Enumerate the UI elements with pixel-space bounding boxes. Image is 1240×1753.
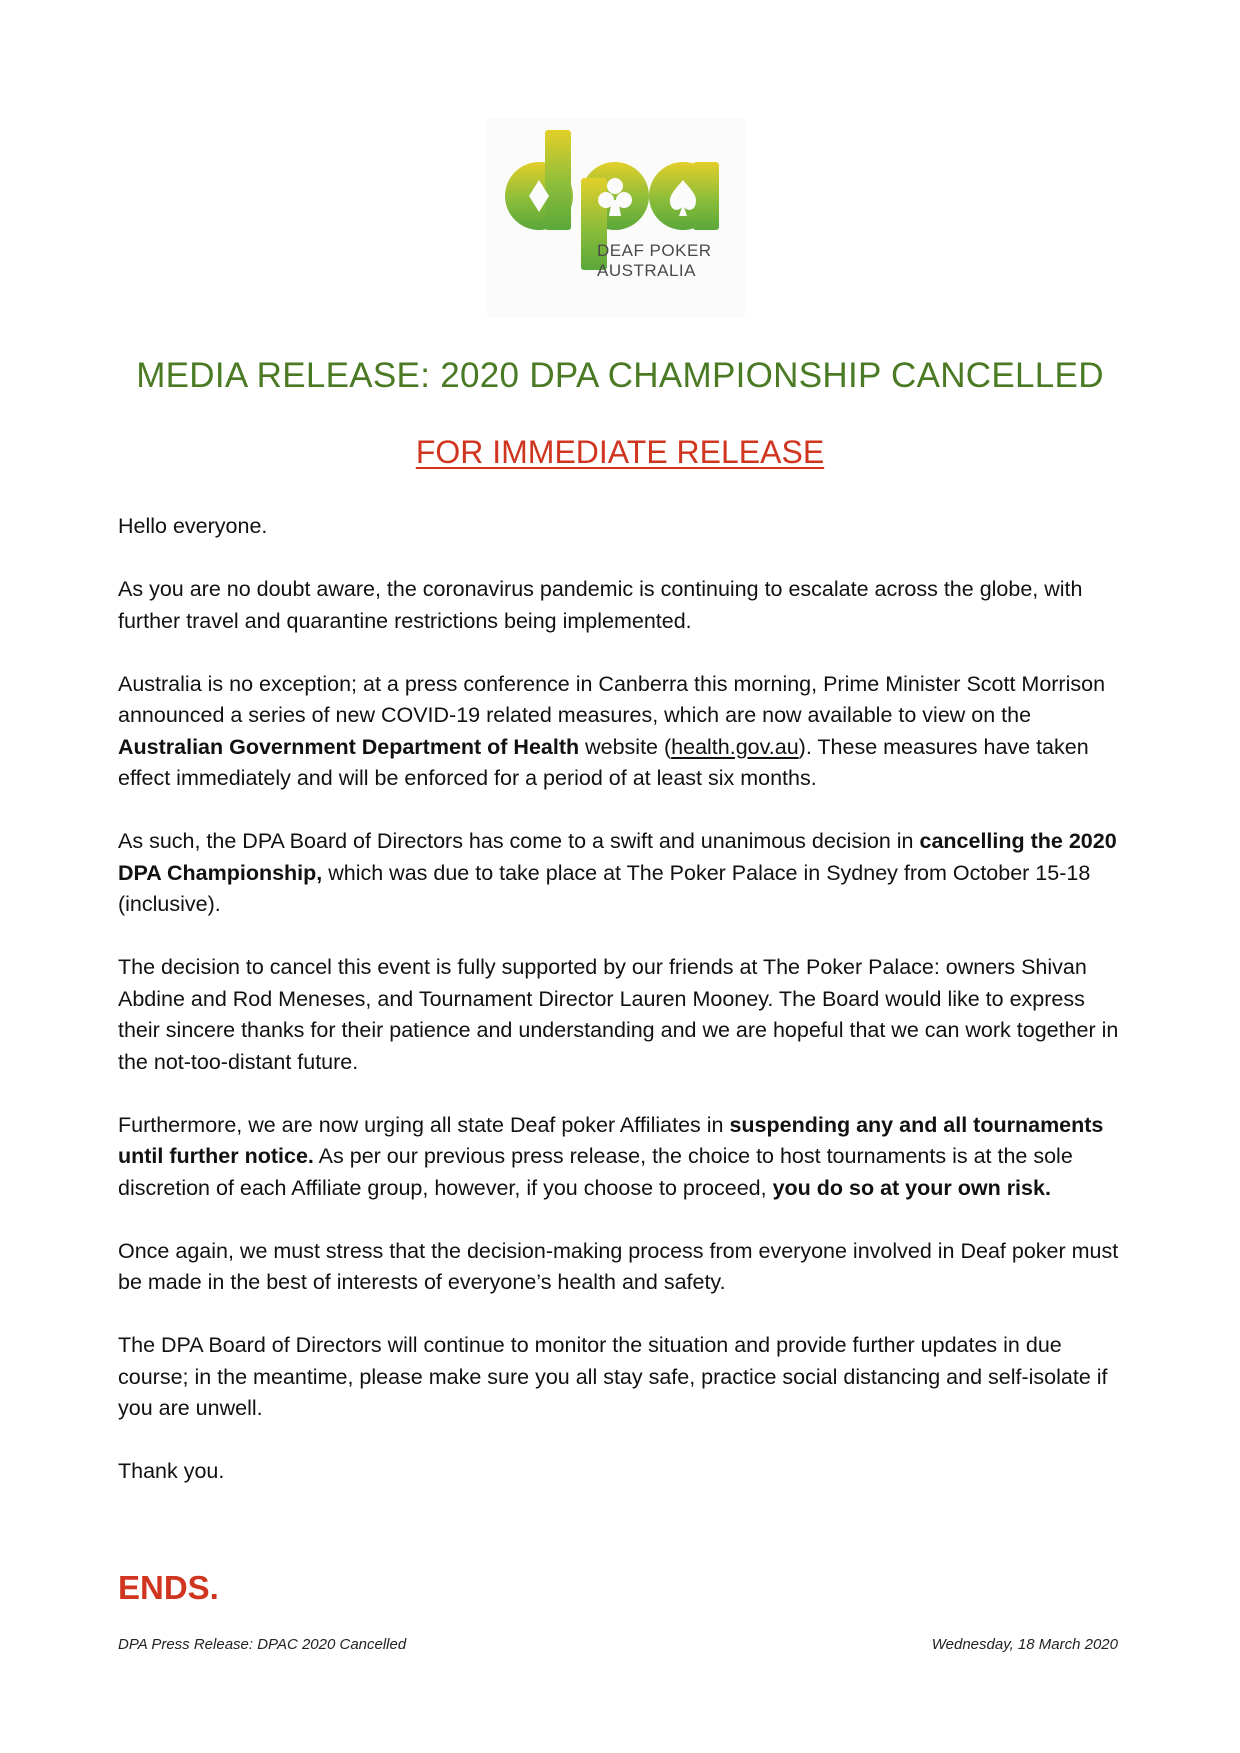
poker-palace-paragraph: The decision to cancel this event is fully supported by our friends at The Poker Palace: owners Shivan Abdine and Rod Meneses, and Tournament Director Lauren Mooney. The Board would like to express their sincere thanks for their patience and understanding and we are hopeful that we can work together in the not-too-distant future. <box>118 955 1119 1074</box>
affiliates-paragraph: Furthermore, we are now urging all state Deaf poker Affiliates in suspending any and all tournaments until further notice. As per our previous press release, the choice to host tournaments is at the sole discretion of each Affiliate group, however, if you choose to proceed, you do so at your own risk. <box>118 1112 1104 1200</box>
health-safety-paragraph: Once again, we must stress that the decision-making process from everyone involved in Deaf poker must be made in the best of interests of everyone’s health and safety. <box>118 1238 1119 1294</box>
cancellation-paragraph: As such, the DPA Board of Directors has come to a swift and unanimous decision in cancelling the 2020 DPA Championship, which was due to take place at The Poker Palace in Sydney from October 15-18 (inclusive). <box>118 829 1117 916</box>
footer-release-name: DPA Press Release: DPAC 2020 Cancelled <box>118 1636 407 1653</box>
logo-d-stem <box>545 130 571 230</box>
release-body <box>118 511 1128 1519</box>
pandemic-paragraph: As you are no doubt aware, the coronavirus pandemic is continuing to escalate across the globe, with further travel and quarantine restrictions being implemented. <box>118 577 1083 633</box>
greeting-paragraph: Hello everyone. <box>118 514 268 538</box>
release-subtitle: FOR IMMEDIATE RELEASE <box>415 434 825 470</box>
logo-a-stem <box>693 162 719 230</box>
suspension-emphasis: suspending any and all tournaments until further notice. <box>118 1112 1104 1168</box>
page-title: MEDIA RELEASE: 2020 DPA CHAMPIONSHIP CANCELLED <box>136 356 1104 395</box>
dpa-logo <box>487 118 745 318</box>
government-measures-paragraph: Australia is no exception; at a press conference in Canberra this morning, Prime Minister Scott Morrison announced a series of new COVID-19 related measures, which are now available to view on the Australian Government Department of Health website (health.gov.au). These measures have taken effect immediately and will be enforced for a period of at least six months. <box>118 671 1106 790</box>
health-website-link[interactable]: health.gov.au <box>671 734 799 759</box>
logo-line1: DEAF POKER <box>597 241 712 260</box>
dpa-logo-graphic <box>487 118 745 318</box>
updates-paragraph: The DPA Board of Directors will continue to monitor the situation and provide further updates in due course; in the meantime, please make sure you all stay safe, practice social distancing and self-isolate if you are unwell. <box>118 1333 1108 1420</box>
closing-paragraph: Thank you. <box>118 1459 225 1483</box>
health-department-name: Australian Government Department of Health <box>118 734 580 759</box>
risk-emphasis: you do so at your own risk. <box>772 1175 1051 1200</box>
footer-date: Wednesday, 18 March 2020 <box>931 1636 1118 1653</box>
ends-marker: ENDS. <box>118 1569 219 1606</box>
logo-line2: AUSTRALIA <box>597 261 696 280</box>
cancellation-emphasis: cancelling the 2020 DPA Championship, <box>118 829 1117 885</box>
